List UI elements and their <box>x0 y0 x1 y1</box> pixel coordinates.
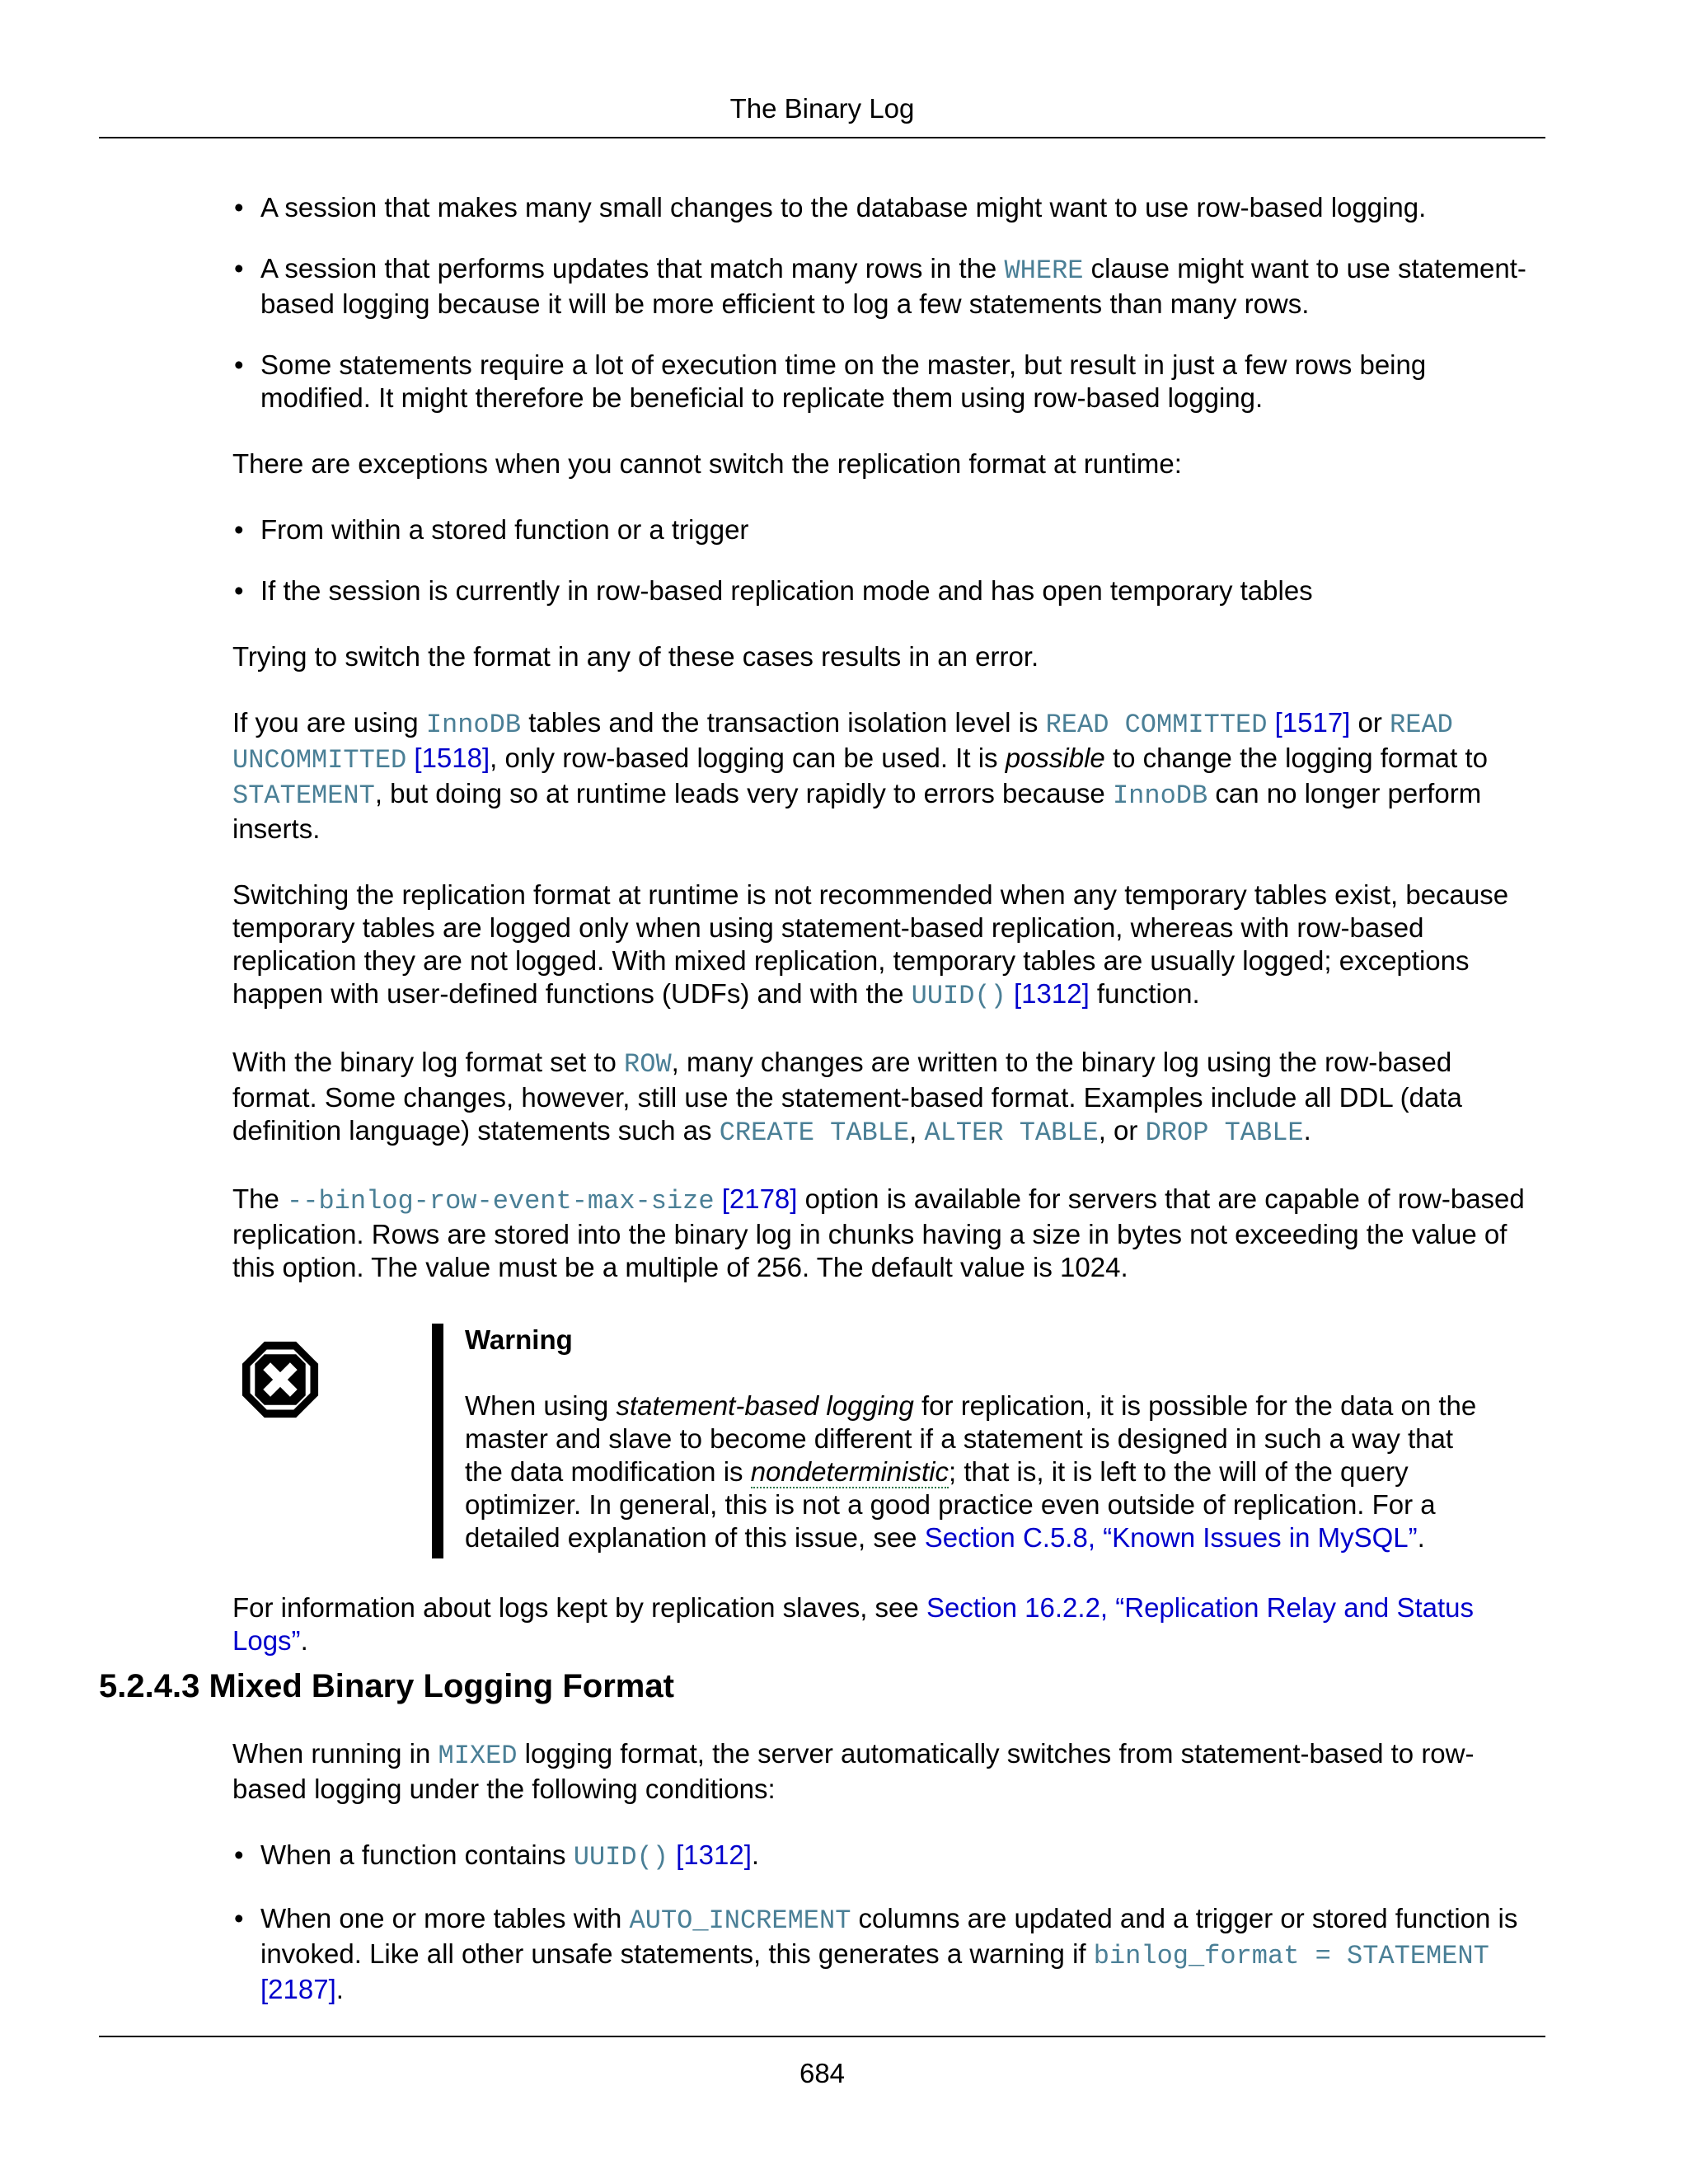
warning-title: Warning <box>465 1324 573 1355</box>
code-binlog-format-statement: binlog_format = STATEMENT <box>1093 1941 1489 1971</box>
use-case-list <box>232 191 1535 415</box>
exceptions-list <box>232 513 1535 607</box>
code-read-uncommitted: READ UNCOMMITTED <box>232 710 1453 776</box>
main-content <box>232 191 1535 1690</box>
code-read-committed: READ COMMITTED <box>1045 710 1268 740</box>
warning-bar <box>432 1324 443 1558</box>
code-innodb-2: InnoDB <box>1112 780 1208 811</box>
code-innodb: InnoDB <box>425 710 522 740</box>
exceptions-intro: There are exceptions when you cannot switch the replication format at runtime: <box>232 448 1182 479</box>
error-paragraph: Trying to switch the format in any of these cases results in an error. <box>232 641 1039 672</box>
code-binlog-row-event-max-size: --binlog-row-event-max-size <box>287 1186 715 1216</box>
ref-link-2178[interactable]: [2178] <box>721 1183 798 1214</box>
code-row: ROW <box>624 1049 672 1080</box>
list-item: • When one or more tables with AUTO_INCREMENT columns are updated and a trigger or stored function is invoked. Like all other unsafe statements, this generates a warning if binlog_format = STATEMENT [2187]. <box>232 1902 1535 2006</box>
ref-link-1518[interactable]: [1518] <box>414 743 490 773</box>
code-where: WHERE <box>1004 255 1084 286</box>
page-number: 684 <box>799 2058 846 2088</box>
list-item: • If the session is currently in row-based replication mode and has open temporary tables <box>232 574 1535 607</box>
emphasis-statement-based-logging: statement-based logging <box>616 1390 914 1421</box>
emphasis-possible: possible <box>1005 743 1105 773</box>
code-mixed: MIXED <box>438 1741 518 1771</box>
warning-box <box>232 1324 1535 1558</box>
header-rule <box>99 137 1545 138</box>
warning-text: When using statement-based logging for replication, it is possible for the data on the master and slave to become different if a statement is designed in such a way that the data modification is nondeterministic; that is, it is left to the will of the query optimizer. In general, this is not a good practice even outside of replication. For a detailed explanation of this issue, see Section C.5.8, “Known Issues in MySQL”. <box>465 1390 1477 1553</box>
code-statement: STATEMENT <box>232 780 375 811</box>
page-header-title: The Binary Log <box>729 93 915 124</box>
section-heading: 5.2.4.3 Mixed Binary Logging Format <box>99 1668 674 1704</box>
code-drop-table: DROP TABLE <box>1145 1118 1304 1148</box>
section-content <box>232 1737 1535 2039</box>
relay-logs-link[interactable]: Section 16.2.2, “Replication Relay and Status Logs” <box>232 1592 1474 1656</box>
code-uuid: UUID() <box>911 981 1006 1011</box>
relay-logs-paragraph: For information about logs kept by replication slaves, see Section 16.2.2, “Replication Relay and Status Logs”. <box>232 1592 1474 1656</box>
list-item: • A session that performs updates that match many rows in the WHERE clause might want to use statement-based logging because it will be more efficient to log a few statements than many rows. <box>232 252 1535 321</box>
warning-body <box>465 1324 1495 1554</box>
mixed-conditions-list <box>232 1839 1535 2006</box>
mixed-format-paragraph: When running in MIXED logging format, the server automatically switches from statement-based to row-based logging under the following conditions: <box>232 1738 1475 1804</box>
code-create-table: CREATE TABLE <box>719 1118 910 1148</box>
innodb-paragraph: If you are using InnoDB tables and the transaction isolation level is READ COMMITTED [1517] or READ UNCOMMITTED [1518], only row-based logging can be used. It is possible to change the logging format to STATEMENT, but doing so at runtime leads very rapidly to errors because InnoDB can no longer perform inserts. <box>232 707 1488 844</box>
code-auto-increment: AUTO_INCREMENT <box>629 1905 851 1936</box>
ref-link-1312[interactable]: [1312] <box>1014 978 1090 1009</box>
list-item: • Some statements require a lot of execution time on the master, but result in just a few rows being modified. It might therefore be beneficial to replicate them using row-based logging. <box>232 349 1535 415</box>
row-format-paragraph: With the binary log format set to ROW, many changes are written to the binary log using the row-based format. Some changes, however, still use the statement-based format. Examples include all DDL (data definition language) statements such as CREATE TABLE, ALTER TABLE, or DROP TABLE. <box>232 1047 1462 1148</box>
code-uuid-2: UUID() <box>573 1842 668 1872</box>
temporary-tables-paragraph: Switching the replication format at runtime is not recommended when any temporary tables exist, because temporary tables are logged only when using statement-based replication, whereas with row-based replication they are not logged. With mixed replication, temporary tables are usually logged; exceptions happen with user-defined functions (UDFs) and with the UUID() [1312] function. <box>232 879 1509 1011</box>
footer-rule <box>99 2036 1545 2037</box>
known-issues-link[interactable]: Section C.5.8, “Known Issues in MySQL” <box>924 1522 1418 1553</box>
ref-link-1312-2[interactable]: [1312] <box>676 1840 752 1870</box>
max-size-option-paragraph: The --binlog-row-event-max-size [2178] option is available for servers that are capable of row-based replication. Rows are stored into the binary log in chunks having a size in bytes not exceeding the value of this option. The value must be a multiple of 256. The default value is 1024. <box>232 1183 1525 1282</box>
list-item: • From within a stored function or a trigger <box>232 513 1535 546</box>
glossary-term-nondeterministic[interactable]: nondeterministic <box>750 1456 949 1487</box>
list-item: • When a function contains UUID() [1312]. <box>232 1839 1535 1874</box>
code-alter-table: ALTER TABLE <box>924 1118 1099 1148</box>
ref-link-2187[interactable]: [2187] <box>260 1974 336 2004</box>
warning-x-icon <box>241 1340 320 1419</box>
list-item: • A session that makes many small changes to the database might want to use row-based logging. <box>232 191 1535 224</box>
ref-link-1517[interactable]: [1517] <box>1274 707 1351 738</box>
